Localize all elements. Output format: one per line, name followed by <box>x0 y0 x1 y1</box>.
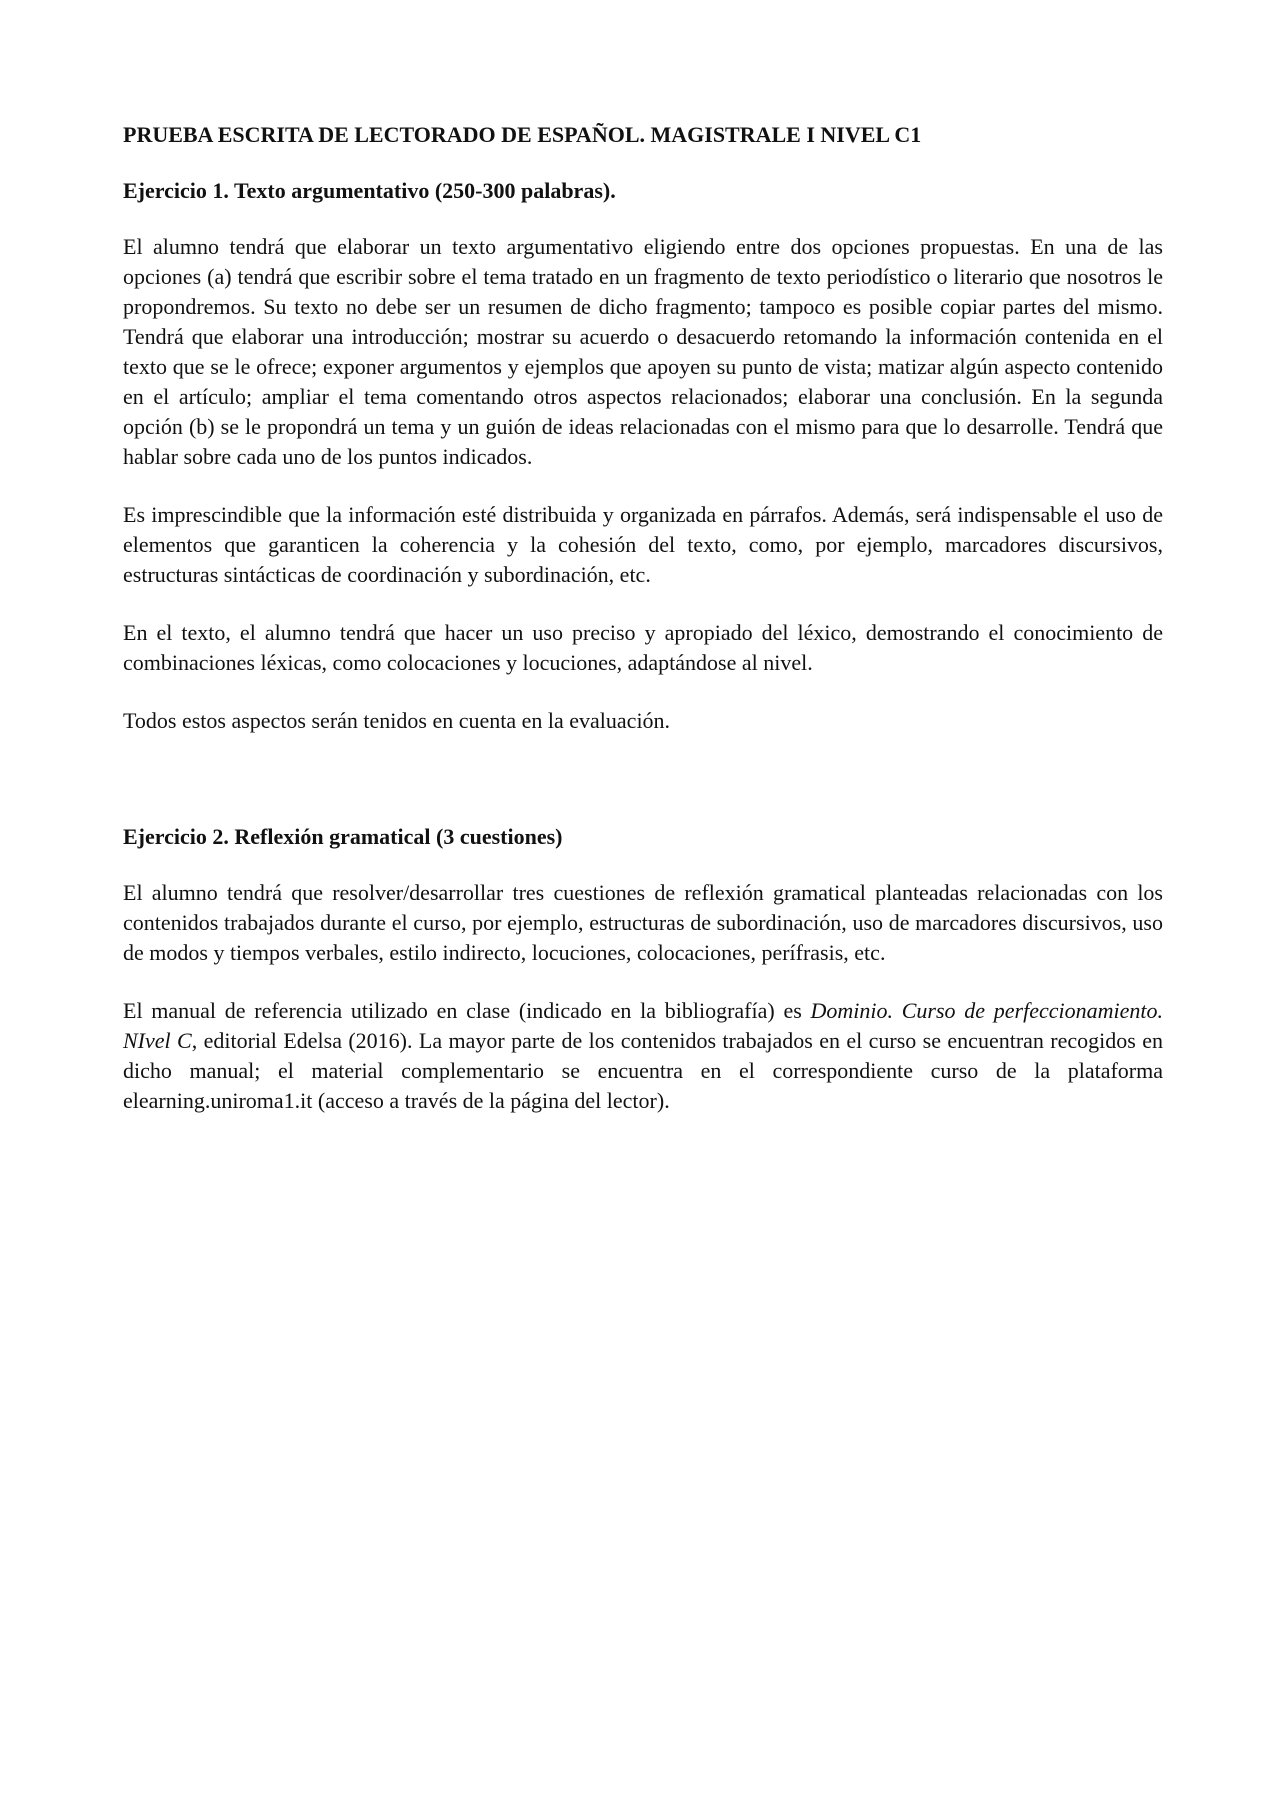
paragraph-text-before: El manual de referencia utilizado en clase (indicado en la bibliografía) es <box>123 998 811 1023</box>
exercise-1-paragraph-1: El alumno tendrá que elaborar un texto argumentativo eligiendo entre dos opciones propuestas. En una de las opciones (a) tendrá que escribir sobre el tema tratado en un fragmento de texto periodístico o literario que nosotros le propondremos. Su texto no debe ser un resumen de dicho fragmento; tampoco es posible copiar partes del mismo. Tendrá que elaborar una introducción; mostrar su acuerdo o desacuerdo retomando la información contenida en el texto que se le ofrece; exponer argumentos y ejemplos que apoyen su punto de vista; matizar algún aspecto contenido en el artículo; ampliar el tema comentando otros aspectos relacionados; elaborar una conclusión. En la segunda opción (b) se le propondrá un tema y un guión de ideas relacionadas con el mismo para que lo desarrolle. Tendrá que hablar sobre cada uno de los puntos indicados. <box>123 234 1163 469</box>
exercise-1-heading: Ejercicio 1. Texto argumentativo (250-300 palabras). <box>123 178 616 203</box>
document-page <box>123 120 1163 1144</box>
exercise-2-heading: Ejercicio 2. Reflexión gramatical (3 cuestiones) <box>123 824 563 849</box>
paragraph-text-after: , editorial Edelsa (2016). La mayor parte de los contenidos trabajados en el curso se encuentran recogidos en dicho manual; el material complementario se encuentra en el correspondiente curso de la plataforma elearning.uniroma1.it (acceso a través de la página del lector). <box>123 1028 1163 1113</box>
exercise-1-paragraph-2: Es imprescindible que la información esté distribuida y organizada en párrafos. Además, será indispensable el uso de elementos que garanticen la coherencia y la cohesión del texto, como, por ejemplo, marcadores discursivos, estructuras sintácticas de coordinación y subordinación, etc. <box>123 502 1163 587</box>
exercise-2-paragraph-1: El alumno tendrá que resolver/desarrollar tres cuestiones de reflexión gramatical planteadas relacionadas con los contenidos trabajados durante el curso, por ejemplo, estructuras de subordinación, uso de marcadores discursivos, uso de modos y tiempos verbales, estilo indirecto, locuciones, colocaciones, perífrasis, etc. <box>123 880 1163 965</box>
exercise-1-paragraph-4: Todos estos aspectos serán tenidos en cuenta en la evaluación. <box>123 708 671 733</box>
exercise-2-paragraph-2 <box>123 996 1163 1116</box>
document-title: PRUEBA ESCRITA DE LECTORADO DE ESPAÑOL. MAGISTRALE I NIVEL C1 <box>123 122 922 147</box>
manual-title-italic: Dominio. Curso de perfeccionamiento. NIvel C <box>123 998 1163 1053</box>
section-spacer <box>123 764 1163 822</box>
exercise-1-paragraph-3: En el texto, el alumno tendrá que hacer un uso preciso y apropiado del léxico, demostrando el conocimiento de combinaciones léxicas, como colocaciones y locuciones, adaptándose al nivel. <box>123 620 1163 675</box>
